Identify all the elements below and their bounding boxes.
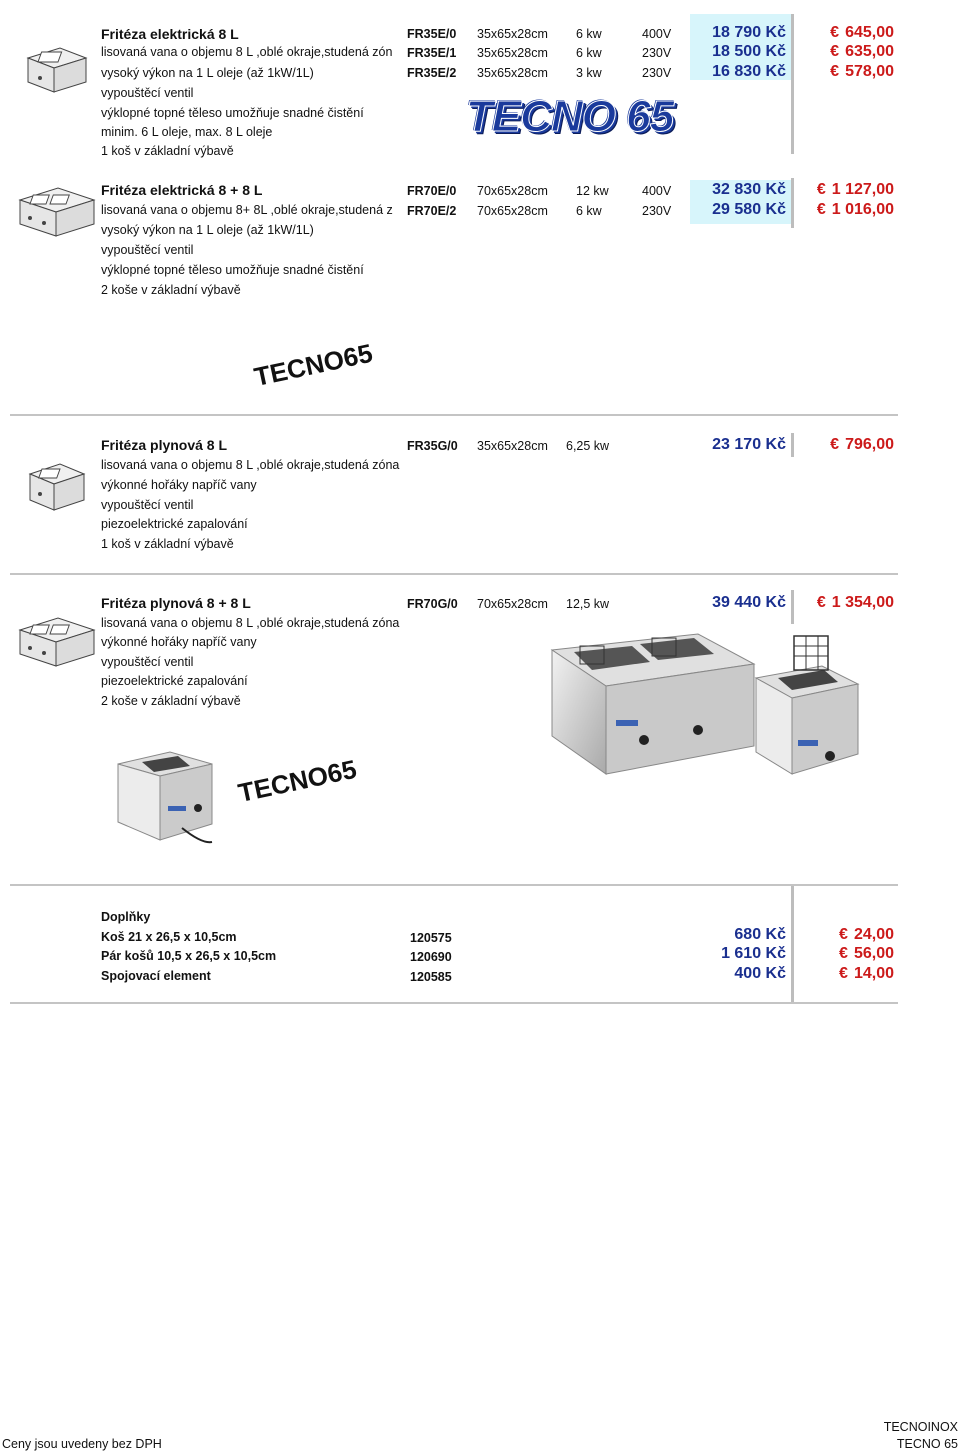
section2-desc-2: vysoký výkon na 1 L oleje (až 1kW/1L)	[101, 223, 314, 237]
price-czk: 16 830 Kč	[712, 63, 786, 80]
price-czk: 400 Kč	[734, 965, 786, 982]
power: 6 kw	[576, 46, 602, 60]
footer-series: TECNO 65	[896, 1437, 958, 1451]
accessory-code: 120585	[410, 970, 452, 984]
dimensions: 70x65x28cm	[477, 184, 548, 198]
euro-icon: €	[830, 43, 840, 60]
euro-icon: €	[830, 63, 840, 80]
price-czk: 18 790 Kč	[712, 24, 786, 41]
price-czk: 29 580 Kč	[712, 201, 786, 218]
product-code: FR35E/0	[407, 27, 457, 41]
dimensions: 70x65x28cm	[477, 597, 548, 611]
fryer-single-icon	[20, 40, 90, 105]
section3-desc-3: vypouštěcí ventil	[101, 498, 194, 512]
section4-title: Fritéza plynová 8 + 8 L	[101, 595, 251, 611]
euro-icon: €	[816, 594, 826, 611]
price-eur: € 1 016,00	[816, 201, 894, 218]
single-fryer-photo	[752, 628, 862, 783]
price-czk: 680 Kč	[734, 926, 786, 943]
euro-icon: €	[816, 201, 826, 218]
section1-desc-3: vypouštěcí ventil	[101, 86, 194, 100]
section4-desc-4: piezoelektrické zapalování	[101, 674, 248, 688]
price-czk: 18 500 Kč	[712, 43, 786, 60]
price-eur: € 635,00	[830, 43, 894, 60]
double-fryer-photo	[548, 628, 758, 783]
price-eur: € 1 354,00	[816, 594, 894, 611]
section1-desc-1: lisovaná vana o objemu 8 L ,oblé okraje,studená zón	[101, 45, 393, 59]
product-code: FR35E/1	[407, 46, 457, 60]
price-eur: € 24,00	[839, 926, 894, 943]
dimensions: 35x65x28cm	[477, 27, 548, 41]
section1-desc-2: vysoký výkon na 1 L oleje (až 1kW/1L)	[101, 66, 314, 80]
section4-desc-5: 2 koše v základní výbavě	[101, 694, 241, 708]
section3-desc-2: výkonné hořáky napříč vany	[101, 478, 257, 492]
power: 3 kw	[576, 66, 602, 80]
product-code: FR35G/0	[407, 439, 458, 453]
section1-desc-6: 1 koš v základní výbavě	[101, 144, 234, 158]
voltage: 400V	[642, 184, 672, 198]
section3-desc-4: piezoelektrické zapalování	[101, 517, 248, 531]
voltage: 400V	[642, 27, 672, 41]
euro-icon: €	[839, 965, 848, 982]
voltage: 230V	[642, 204, 672, 218]
accessories-title: Doplňky	[101, 910, 151, 924]
tecno65-logo: TECNO65	[251, 337, 376, 393]
euro-icon: €	[839, 945, 848, 962]
dimensions: 35x65x28cm	[477, 66, 548, 80]
accessory-name: Spojovací element	[101, 969, 211, 983]
gas-fryer-double-icon	[14, 612, 98, 677]
section1-title: Fritéza elektrická 8 L	[101, 26, 239, 42]
section1-desc-5: minim. 6 L oleje, max. 8 L oleje	[101, 125, 273, 139]
price-eur: € 645,00	[830, 24, 894, 41]
dimensions: 35x65x28cm	[477, 46, 548, 60]
section2-desc-1: lisovaná vana o objemu 8+ 8L ,oblé okraje,studená z	[101, 203, 393, 217]
section2-desc-4: výklopné topné těleso umožňuje snadné čistění	[101, 263, 364, 277]
price-czk: 23 170 Kč	[712, 436, 786, 453]
power: 6 kw	[576, 204, 602, 218]
euro-icon: €	[830, 436, 840, 453]
price-eur: € 1 127,00	[816, 181, 894, 198]
section3-desc-1: lisovaná vana o objemu 8 L ,oblé okraje,studená zóna	[101, 458, 400, 472]
euro-icon: €	[839, 926, 848, 943]
footer-brand: TECNOINOX	[883, 1420, 958, 1434]
dimensions: 35x65x28cm	[477, 439, 548, 453]
accessory-code: 120575	[410, 931, 452, 945]
power: 12,5 kw	[566, 597, 610, 611]
price-czk: 39 440 Kč	[712, 594, 786, 611]
product-code: FR70G/0	[407, 597, 458, 611]
footer-note: Ceny jsou uvedeny bez DPH	[2, 1437, 162, 1451]
section4-desc-3: vypouštěcí ventil	[101, 655, 194, 669]
voltage: 230V	[642, 66, 672, 80]
price-eur: € 14,00	[839, 965, 894, 982]
product-code: FR70E/0	[407, 184, 457, 198]
price-czk: 1 610 Kč	[721, 945, 786, 962]
price-eur: € 56,00	[839, 945, 894, 962]
accessory-name: Koš 21 x 26,5 x 10,5cm	[101, 930, 237, 944]
gas-fryer-photo	[112, 744, 222, 854]
section4-desc-1: lisovaná vana o objemu 8 L ,oblé okraje,studená zóna	[101, 616, 400, 630]
section2-desc-3: vypouštěcí ventil	[101, 243, 194, 257]
section3-desc-5: 1 koš v základní výbavě	[101, 537, 234, 551]
product-code: FR35E/2	[407, 66, 457, 80]
power: 12 kw	[576, 184, 609, 198]
tecno65-logo: TECNO65	[235, 753, 360, 809]
section4-desc-2: výkonné hořáky napříč vany	[101, 635, 257, 649]
section2-desc-5: 2 koše v základní výbavě	[101, 283, 241, 297]
tecno65-logo: TECNO 65	[466, 92, 674, 141]
section1-desc-4: výklopné topné těleso umožňuje snadné čistění	[101, 106, 364, 120]
power: 6,25 kw	[566, 439, 610, 453]
product-code: FR70E/2	[407, 204, 457, 218]
accessory-name: Pár košů 10,5 x 26,5 x 10,5cm	[101, 949, 277, 963]
section3-title: Fritéza plynová 8 L	[101, 437, 228, 453]
price-eur: € 796,00	[830, 436, 894, 453]
dimensions: 70x65x28cm	[477, 204, 548, 218]
fryer-double-icon	[14, 182, 98, 247]
euro-icon: €	[830, 24, 840, 41]
section2-title: Fritéza elektrická 8 + 8 L	[101, 182, 263, 198]
voltage: 230V	[642, 46, 672, 60]
price-eur: € 578,00	[830, 63, 894, 80]
accessory-code: 120690	[410, 950, 452, 964]
power: 6 kw	[576, 27, 602, 41]
gas-fryer-single-icon	[24, 458, 88, 523]
price-czk: 32 830 Kč	[712, 181, 786, 198]
euro-icon: €	[816, 181, 826, 198]
